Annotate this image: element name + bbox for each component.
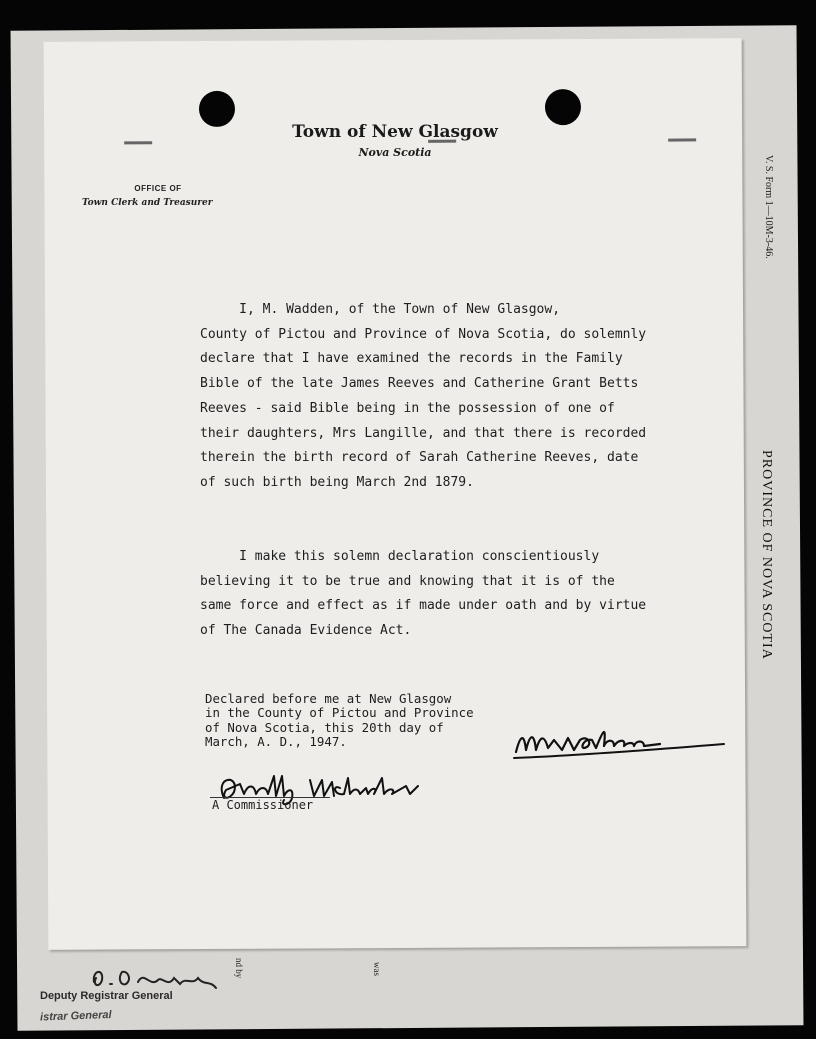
- declarant-signature: [510, 718, 730, 762]
- form-number: V. S. Form 1—10M-3-46.: [763, 155, 774, 259]
- declaration-paragraph-2: [200, 545, 680, 644]
- text-line: I make this solemn declaration conscientiously: [200, 549, 600, 564]
- text-line: same force and effect as if made under oath and by virtue: [200, 598, 647, 614]
- text-line: of The Canada Evidence Act.: [200, 623, 412, 639]
- text-line: in the County of Pictou and Province: [205, 705, 474, 721]
- registrar-stamp-line-2: istrar General: [39, 1008, 112, 1024]
- fragment-nd: nd by: [234, 958, 244, 979]
- commissioner-label: A Commissioner: [212, 798, 314, 812]
- text-line: declare that I have examined the records in the Family: [200, 351, 623, 367]
- letterhead-subtitle: Nova Scotia: [358, 146, 432, 159]
- office-of-label: OFFICE OF: [134, 184, 182, 193]
- punch-hole-right: [545, 89, 581, 125]
- text-line: Declared before me at New Glasgow: [205, 691, 452, 706]
- text-line: County of Pictou and Province of Nova Scotia, do solemnly: [200, 326, 647, 342]
- text-line: therein the birth record of Sarah Catherine Reeves, date: [200, 450, 639, 466]
- text-line: their daughters, Mrs Langille, and that there is recorded: [200, 425, 647, 441]
- office-name: Town Clerk and Treasurer: [82, 198, 213, 208]
- letterhead-title: Town of New Glasgow: [292, 122, 498, 142]
- province-heading: PROVINCE OF NOVA SCOTIA: [759, 450, 774, 660]
- fold-mark: [668, 138, 696, 141]
- text-line: of such birth being March 2nd 1879.: [200, 474, 474, 490]
- text-line: of Nova Scotia, this 20th day of: [205, 719, 444, 735]
- registrar-stamp-line-1: Deputy Registrar General: [40, 990, 173, 1002]
- fold-mark: [124, 141, 152, 144]
- text-line: believing it to be true and knowing that it is of the: [200, 573, 615, 589]
- text-line: Reeves - said Bible being in the possession of one of: [200, 400, 615, 416]
- text-line: Bible of the late James Reeves and Catherine Grant Betts: [200, 376, 639, 392]
- fragment-was: was: [372, 962, 382, 976]
- declaration-paragraph-1: [200, 298, 680, 496]
- text-line: March, A. D., 1947.: [205, 733, 347, 749]
- declared-before-block: [205, 692, 515, 749]
- punch-hole-left: [199, 91, 235, 127]
- text-line: I, M. Wadden, of the Town of New Glasgow,: [200, 302, 561, 317]
